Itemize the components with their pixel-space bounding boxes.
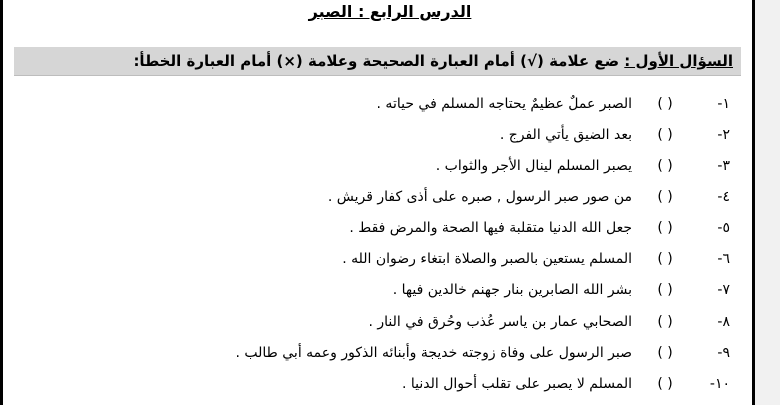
lesson-title: الدرس الرابع : الصبر [308, 2, 472, 21]
question-text: جعل الله الدنيا متقلبة فيها الصحة والمرض فقط . [349, 220, 632, 236]
question-text: الصحابي عمار بن ياسر عُذب وحُرق في النار . [368, 314, 632, 330]
question-row [377, 92, 730, 116]
answer-box[interactable]: ( ) [657, 127, 673, 143]
question-text: المسلم لا يصبر على تقلب أحوال الدنيا . [401, 376, 632, 392]
question-text: بعد الضيق يأتي الفرج . [499, 127, 632, 143]
question-row [500, 123, 730, 147]
answer-box[interactable]: ( ) [657, 345, 673, 361]
question-row [328, 185, 730, 209]
question-label: السؤال الأول : [624, 52, 733, 70]
question-row [368, 310, 730, 334]
question-text: يصبر المسلم لينال الأجر والثواب . [435, 158, 632, 174]
answer-box[interactable]: ( ) [657, 220, 673, 236]
question-text: بشر الله الصابرين بنار جهنم خالدين فيها . [392, 282, 632, 298]
question-number: ٧- [717, 282, 730, 298]
question-number: ١- [717, 96, 730, 112]
question-text: الصبر عملٌ عظيمٌ يحتاجه المسلم في حياته . [376, 96, 632, 112]
answer-box[interactable]: ( ) [657, 158, 673, 174]
instruction-bar [14, 47, 741, 76]
question-number: ٢- [717, 127, 730, 143]
question-number: ٨- [717, 314, 730, 330]
answer-box[interactable]: ( ) [657, 376, 673, 392]
answer-box[interactable]: ( ) [657, 314, 673, 330]
answer-box[interactable]: ( ) [657, 96, 673, 112]
answer-box[interactable]: ( ) [657, 251, 673, 267]
question-row [402, 372, 730, 396]
question-text: من صور صبر الرسول , صبره على أذى كفار قريش . [327, 189, 632, 205]
question-row [342, 247, 730, 271]
margin-strip [755, 0, 780, 405]
question-row [235, 341, 730, 365]
question-number: ٥- [717, 220, 730, 236]
question-text: صبر الرسول على وفاة زوجته خديجة وأبنائه الذكور وعمه أبي طالب . [235, 345, 632, 361]
page-border-left [0, 0, 3, 405]
question-row [393, 278, 730, 302]
question-number: ٦- [717, 251, 730, 267]
answer-box[interactable]: ( ) [657, 189, 673, 205]
question-number: ٣- [717, 158, 730, 174]
answer-box[interactable]: ( ) [657, 282, 673, 298]
instruction-text: ضع علامة (√) أمام العبارة الصحيحة وعلامة (×) أمام العبارة الخطأ: [133, 52, 625, 70]
question-number: ٩- [717, 345, 730, 361]
question-number: ٤- [717, 189, 730, 205]
question-row [436, 154, 730, 178]
question-number: ١٠- [709, 376, 730, 392]
question-row [349, 216, 730, 240]
question-text: المسلم يستعين بالصبر والصلاة ابتغاء رضوان الله . [342, 251, 632, 267]
